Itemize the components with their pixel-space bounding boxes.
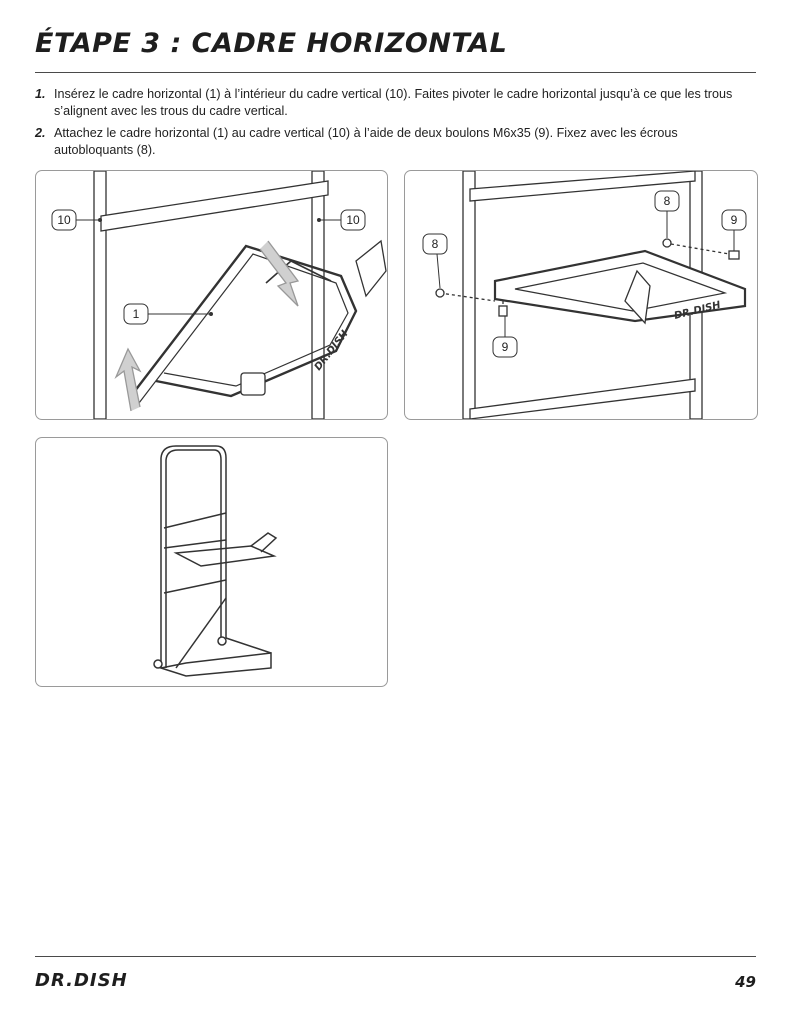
instruction-step [35, 125, 756, 159]
step-number: 1. [35, 87, 46, 101]
callout-9-right [722, 210, 746, 251]
attach-bolts-illustration [405, 171, 757, 419]
step-number: 2. [35, 126, 46, 140]
svg-text:8: 8 [431, 237, 439, 251]
footer-divider [35, 956, 756, 957]
vertical-post-right [312, 171, 324, 419]
figure-assembled-frame [35, 437, 388, 687]
svg-text:9: 9 [501, 340, 509, 354]
header-divider [35, 72, 756, 73]
step-text: Attachez le cadre horizontal (1) au cadre vertical (10) à l’aide de deux boulons M6x35 (9). Fixez avec les écrous autobloquants (8). [54, 126, 678, 157]
frame-brand-label: DR.DISH [312, 328, 351, 373]
instruction-list [35, 86, 756, 164]
svg-text:10: 10 [57, 213, 71, 227]
svg-text:9: 9 [730, 213, 738, 227]
frame-brand-label: DR.DISH [673, 299, 722, 322]
callout-8-left [423, 234, 447, 288]
step-text: Insérez le cadre horizontal (1) à l’intérieur du cadre vertical (10). Faites pivoter le cadre horizontal jusqu’à ce que les trous s’alignent avec les trous du cadre vertical. [54, 87, 733, 118]
brand-logo: DR.DISH [35, 970, 128, 991]
figure-insert-frame [35, 170, 388, 420]
instruction-step [35, 86, 756, 120]
insert-frame-illustration [36, 171, 387, 419]
figure-attach-bolts [404, 170, 758, 420]
callout-8-top [655, 191, 679, 238]
svg-text:10: 10 [346, 213, 360, 227]
callout-9-bottom [493, 316, 517, 357]
svg-text:1: 1 [132, 307, 140, 321]
vertical-post-left [94, 171, 106, 419]
vertical-post-left [463, 171, 475, 419]
svg-text:8: 8 [663, 194, 671, 208]
page-title: ÉTAPE 3 : CADRE HORIZONTAL [35, 28, 508, 59]
assembled-frame-illustration [36, 438, 387, 686]
page-number: 49 [735, 973, 756, 991]
